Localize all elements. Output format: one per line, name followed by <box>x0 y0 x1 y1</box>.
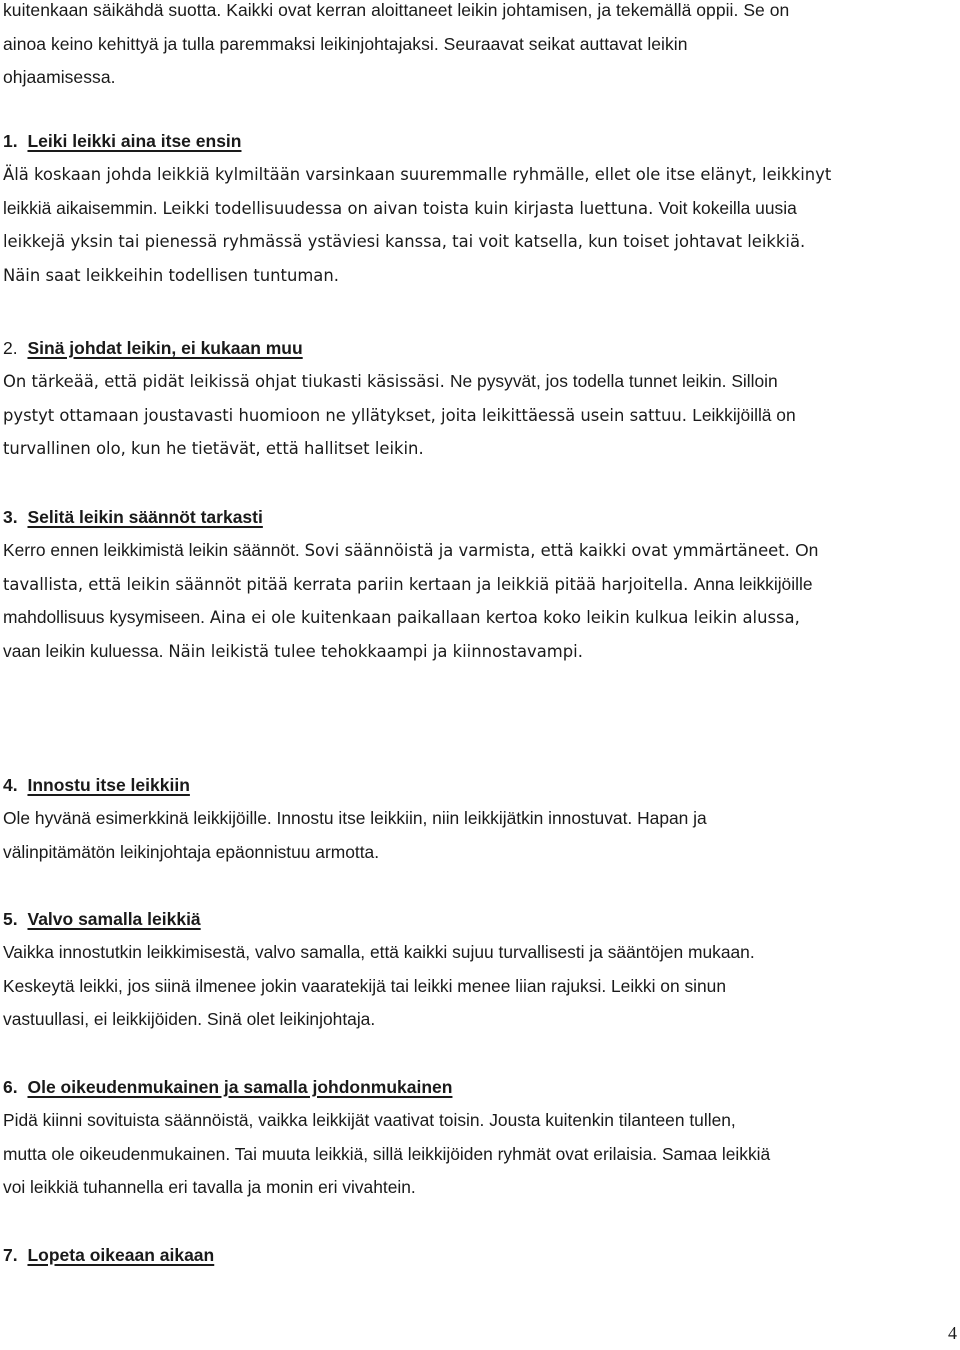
section-title: Leiki leikki aina itse ensin <box>27 131 242 151</box>
text-run: turvallinen olo, kun he tietävät, että hallitset leikin. <box>3 439 424 459</box>
section-number: 5. <box>3 909 18 929</box>
body-line <box>3 1003 953 1037</box>
text-run: Voit kokeilla uusia <box>658 197 797 218</box>
section-number: 4. <box>3 775 18 795</box>
body-line <box>3 1104 953 1138</box>
section-heading <box>3 1238 953 1272</box>
section-heading <box>3 331 953 365</box>
section-heading <box>3 124 953 158</box>
intro-line: kuitenkaan säikähdä suotta. Kaikki ovat kerran aloittaneet leikin johtamisen, ja tekemällä oppii. Se on <box>3 0 790 20</box>
text-run: Näin saat leikkeihin todellisen tuntuman. <box>3 265 339 285</box>
text-run: Jousta kuitenkin tilanteen tullen, <box>489 1110 736 1130</box>
section-title: Lopeta oikeaan aikaan <box>27 1245 215 1265</box>
text-run: Anna leikkijöille <box>693 573 813 594</box>
body-line <box>3 158 953 192</box>
text-run: Leikkijöillä on <box>692 404 796 425</box>
text-run: Silloin <box>731 371 778 391</box>
text-run: mutta ole oikeudenmukainen. <box>3 1143 235 1164</box>
text-run: mahdollisuus kysymiseen. <box>3 607 210 628</box>
body-line <box>3 936 953 970</box>
section-number: 7. <box>3 1245 18 1265</box>
section-body <box>3 365 953 466</box>
text-run: Keskeytä leikki, jos siinä ilmenee jokin vaaratekijä tai leikki menee liian rajuksi. <box>3 975 611 996</box>
section-title: Valvo samalla leikkiä <box>27 909 201 929</box>
body-line <box>3 225 953 259</box>
text-run: Älä koskaan johda leikkiä kylmiltään varsinkaan suuremmalle ryhmälle, ellet ole itse elänyt, leikkinyt <box>3 165 832 184</box>
section-heading <box>3 768 953 802</box>
section-3 <box>3 500 958 668</box>
body-line <box>3 192 953 226</box>
section-number: 3. <box>3 507 18 527</box>
page-number: 4 <box>948 1323 957 1343</box>
text-run: On <box>795 540 819 560</box>
section-title: Sinä johdat leikin, ei kukaan muu <box>27 338 303 358</box>
text-run: välinpitämätön leikinjohtaja epäonnistuu armotta. <box>3 841 380 862</box>
text-run: Aina ei ole kuitenkaan paikallaan kertoa koko leikin kulkua leikin alussa, <box>209 608 800 628</box>
section-1 <box>3 124 953 292</box>
body-line <box>3 802 953 836</box>
text-run: Tai muuta leikkiä, sillä leikkijöiden ryhmät ovat erilaisia. <box>234 1143 662 1164</box>
intro-line: ainoa keino kehittyä ja tulla paremmaksi leikinjohtajaksi. Seuraavat seikat auttavat leikin <box>3 33 688 54</box>
body-line <box>3 1171 953 1205</box>
text-run: Pidä kiinni sovituista säännöistä, vaikka leikkijät vaativat toisin. <box>3 1110 490 1130</box>
section-title: Selitä leikin säännöt tarkasti <box>27 507 263 527</box>
section-heading <box>3 902 953 936</box>
body-line <box>3 568 958 602</box>
text-run: vaan leikin kuluessa. <box>3 640 169 661</box>
text-run: Samaa leikkiä <box>661 1143 771 1164</box>
section-5 <box>3 902 953 1037</box>
text-run: vastuullasi, ei leikkijöiden. <box>3 1009 207 1030</box>
text-run: Hapan ja <box>637 808 707 828</box>
intro-line: ohjaamisessa. <box>3 67 116 87</box>
section-body <box>3 1104 953 1205</box>
text-run: Sinä olet leikinjohtaja. <box>206 1009 376 1030</box>
text-run: Kerro ennen leikkimistä leikin säännöt. <box>3 540 305 560</box>
section-number: 6. <box>3 1077 18 1097</box>
text-run: Leikki todellisuudessa on aivan toista kuin kirjasta luettuna. <box>162 198 659 218</box>
body-line <box>3 365 953 399</box>
text-run: leikkejä yksin tai pienessä ryhmässä ystäviesi kanssa, tai voit katsella, kun toiset johtavat leikkiä. <box>3 232 806 252</box>
section-2 <box>3 331 953 466</box>
section-6 <box>3 1070 953 1205</box>
text-run: Vaikka innostutkin leikkimisestä, valvo samalla, että kaikki sujuu turvallisesti ja sääntöjen mukaan. <box>3 942 755 962</box>
section-4 <box>3 768 953 869</box>
section-body <box>3 534 958 668</box>
text-run: On tärkeää, että pidät leikissä ohjat tiukasti käsissäsi. <box>3 372 450 391</box>
text-run: Ne pysyvät, jos todella tunnet leikin. <box>450 371 732 391</box>
section-heading <box>3 1070 953 1104</box>
body-line <box>3 970 953 1004</box>
section-body <box>3 802 953 869</box>
body-line <box>3 836 953 870</box>
body-line <box>3 1138 953 1172</box>
text-run: leikkiä aikaisemmin. <box>3 197 163 218</box>
text-run: tavallista, että leikin säännöt pitää kerrata pariin kertaan ja leikkiä pitää harjoitella. <box>3 574 694 594</box>
section-body <box>3 936 953 1037</box>
body-line <box>3 432 953 466</box>
text-run: Innostu itse leikkiin, niin leikkijätkin innostuvat. <box>276 808 638 828</box>
body-line <box>3 259 953 293</box>
section-title: Ole oikeudenmukainen ja samalla johdonmukainen <box>27 1077 453 1097</box>
body-line <box>3 399 953 433</box>
text-run: Ole hyvänä esimerkkinä leikkijöille. <box>3 808 277 828</box>
section-number: 2. <box>3 338 18 358</box>
body-line <box>3 635 958 669</box>
section-body <box>3 158 953 292</box>
section-number: 1. <box>3 131 18 151</box>
section-title: Innostu itse leikkiin <box>27 775 190 795</box>
text-run: pystyt ottamaan joustavasti huomioon ne yllätykset, joita leikittäessä usein sattuu. <box>3 405 693 425</box>
text-run: voi leikkiä tuhannella eri tavalla ja monin eri vivahtein. <box>3 1177 416 1198</box>
section-heading <box>3 500 958 534</box>
section-7 <box>3 1238 953 1272</box>
text-run: Leikki on sinun <box>610 975 727 996</box>
intro-paragraph <box>3 0 789 95</box>
body-line <box>3 534 958 568</box>
text-run: Näin leikistä tulee tehokkaampi ja kiinnostavampi. <box>168 641 583 661</box>
body-line <box>3 601 958 635</box>
text-run: Sovi säännöistä ja varmista, että kaikki ovat ymmärtäneet. <box>304 541 796 560</box>
